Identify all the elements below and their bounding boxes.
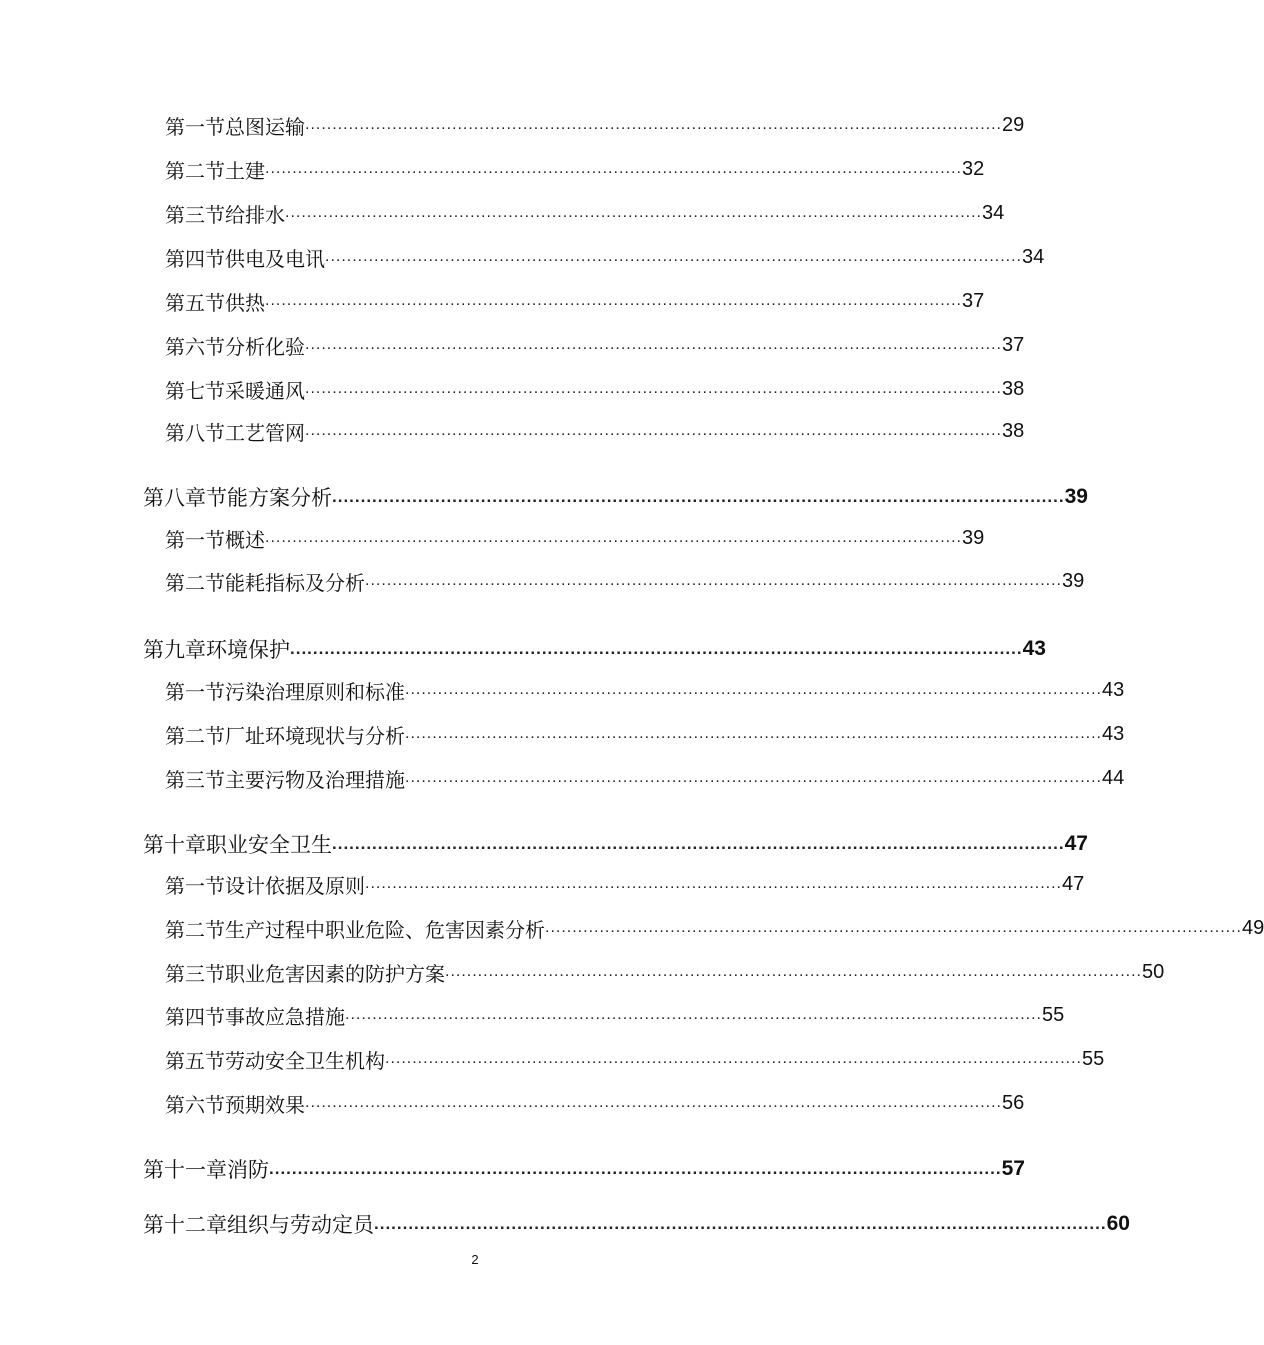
- toc-entry[interactable]: [165, 416, 1025, 446]
- toc-entry-page: 32: [962, 157, 985, 180]
- toc-entry-page: 44: [1102, 766, 1125, 789]
- toc-entry[interactable]: [165, 675, 1125, 705]
- toc-entry[interactable]: [165, 1000, 1065, 1030]
- toc-entry-label: 第八章: [143, 486, 206, 510]
- toc-entry[interactable]: [165, 763, 1125, 793]
- toc-entry-title: 总图运输: [225, 114, 305, 139]
- toc-entry[interactable]: [165, 913, 1264, 943]
- toc-entry-page: 39: [1064, 485, 1088, 508]
- toc-entry-title: 节能方案分析: [206, 486, 332, 510]
- toc-leader-dots: ................................................................................................................................: [345, 1006, 1042, 1023]
- toc-entry-title: 供热: [225, 290, 265, 315]
- toc-leader-dots: ................................................................................................................................: [265, 529, 962, 546]
- toc-entry-page: 34: [1022, 245, 1045, 268]
- toc-entry[interactable]: [165, 330, 1025, 360]
- toc-entry-label: 第四节: [165, 246, 225, 271]
- toc-entry-title: 消防: [227, 1158, 269, 1182]
- toc-chapter-entry[interactable]: [143, 1154, 1025, 1184]
- toc-entry-title: 生产过程中职业危险、危害因素分析: [225, 917, 545, 942]
- toc-entry-label: 第七节: [165, 378, 225, 403]
- toc-entry[interactable]: [165, 110, 1025, 140]
- toc-leader-dots: ................................................................................................................................: [305, 116, 1002, 133]
- toc-entry-title: 事故应急措施: [225, 1004, 345, 1029]
- toc-entry-title: 职业安全卫生: [206, 833, 332, 857]
- toc-entry-title: 分析化验: [225, 334, 305, 359]
- toc-entry[interactable]: [165, 869, 1085, 899]
- toc-leader-dots: ................................................................................................................................: [265, 160, 962, 177]
- toc-entry-title: 劳动安全卫生机构: [225, 1048, 385, 1073]
- toc-leader-dots: ................................................................................................................................: [285, 204, 982, 221]
- toc-entry-page: 29: [1002, 113, 1025, 136]
- toc-entry-title: 环境保护: [206, 638, 290, 662]
- toc-leader-dots: ................................................................................................................................: [405, 725, 1102, 742]
- toc-leader-dots: ................................................................................................................................: [545, 919, 1242, 936]
- toc-chapter-entry[interactable]: [143, 482, 1088, 512]
- toc-entry-page: 47: [1064, 832, 1088, 855]
- toc-entry-page: 43: [1102, 678, 1125, 701]
- toc-entry-title: 土建: [225, 158, 265, 183]
- toc-entry-page: 37: [962, 289, 985, 312]
- toc-entry-label: 第二节: [165, 570, 225, 595]
- toc-entry[interactable]: [165, 1088, 1025, 1118]
- toc-entry-label: 第三节: [165, 202, 225, 227]
- toc-entry[interactable]: [165, 1044, 1105, 1074]
- toc-entry-label: 第十一章: [143, 1158, 227, 1182]
- toc-leader-dots: ................................................................................................................................: [405, 769, 1102, 786]
- toc-entry-title: 污染治理原则和标准: [225, 679, 405, 704]
- toc-entry-page: 57: [1001, 1157, 1025, 1180]
- toc-entry-label: 第六节: [165, 1092, 225, 1117]
- toc-leader-dots: ................................................................................................................................: [374, 1214, 1107, 1233]
- toc-entry-page: 50: [1142, 960, 1165, 983]
- toc-entry-page: 49: [1242, 916, 1264, 939]
- toc-entry-label: 第三节: [165, 961, 225, 986]
- toc-entry[interactable]: [165, 374, 1025, 404]
- toc-entry-page: 43: [1102, 722, 1125, 745]
- toc-entry-page: 47: [1062, 872, 1085, 895]
- toc-chapter-entry[interactable]: [143, 1209, 1130, 1239]
- toc-chapter-entry[interactable]: [143, 634, 1046, 664]
- toc-entry-label: 第五节: [165, 290, 225, 315]
- toc-entry-title: 概述: [225, 527, 265, 552]
- toc-entry-label: 第十章: [143, 833, 206, 857]
- toc-entry-label: 第二节: [165, 158, 225, 183]
- toc-entry-title: 供电及电讯: [225, 246, 325, 271]
- toc-entry-label: 第三节: [165, 767, 225, 792]
- toc-entry-page: 34: [982, 201, 1005, 224]
- toc-leader-dots: ................................................................................................................................: [332, 487, 1065, 506]
- toc-entry-label: 第一节: [165, 679, 225, 704]
- toc-entry-label: 第六节: [165, 334, 225, 359]
- toc-entry-label: 第十二章: [143, 1213, 227, 1237]
- toc-entry-title: 能耗指标及分析: [225, 570, 365, 595]
- toc-entry-label: 第二节: [165, 917, 225, 942]
- toc-entry-label: 第四节: [165, 1004, 225, 1029]
- toc-entry[interactable]: [165, 719, 1125, 749]
- toc-entry[interactable]: [165, 286, 985, 316]
- page-number: 2: [471, 1252, 479, 1267]
- toc-entry-label: 第八节: [165, 420, 225, 445]
- toc-entry-title: 设计依据及原则: [225, 873, 365, 898]
- toc-leader-dots: ................................................................................................................................: [265, 292, 962, 309]
- toc-entry-page: 39: [962, 526, 985, 549]
- toc-entry-title: 工艺管网: [225, 420, 305, 445]
- toc-entry-title: 职业危害因素的防护方案: [225, 961, 445, 986]
- toc-leader-dots: ................................................................................................................................: [269, 1159, 1002, 1178]
- toc-entry-page: 38: [1002, 377, 1025, 400]
- toc-leader-dots: ................................................................................................................................: [332, 834, 1065, 853]
- toc-entry-title: 主要污物及治理措施: [225, 767, 405, 792]
- toc-entry[interactable]: [165, 198, 1005, 228]
- toc-entry-label: 第九章: [143, 638, 206, 662]
- toc-leader-dots: ................................................................................................................................: [385, 1050, 1082, 1067]
- toc-chapter-entry[interactable]: [143, 829, 1088, 859]
- toc-entry[interactable]: [165, 242, 1045, 272]
- toc-leader-dots: ................................................................................................................................: [290, 639, 1023, 658]
- toc-entry-title: 组织与劳动定员: [227, 1213, 374, 1237]
- toc-entry-page: 55: [1082, 1047, 1105, 1070]
- toc-entry-page: 43: [1022, 637, 1046, 660]
- toc-entry-title: 厂址环境现状与分析: [225, 723, 405, 748]
- toc-entry-title: 给排水: [225, 202, 285, 227]
- toc-entry[interactable]: [165, 154, 985, 184]
- toc-entry-label: 第一节: [165, 873, 225, 898]
- toc-entry-label: 第一节: [165, 114, 225, 139]
- toc-leader-dots: ................................................................................................................................: [325, 248, 1022, 265]
- toc-entry-title: 预期效果: [225, 1092, 305, 1117]
- toc-entry-page: 55: [1042, 1003, 1065, 1026]
- toc-entry-page: 38: [1002, 419, 1025, 442]
- toc-entry[interactable]: [165, 957, 1165, 987]
- toc-leader-dots: ................................................................................................................................: [405, 681, 1102, 698]
- toc-entry-label: 第五节: [165, 1048, 225, 1073]
- toc-leader-dots: ................................................................................................................................: [365, 572, 1062, 589]
- toc-entry[interactable]: [165, 566, 1085, 596]
- toc-entry-label: 第一节: [165, 527, 225, 552]
- toc-entry-page: 37: [1002, 333, 1025, 356]
- toc-leader-dots: ................................................................................................................................: [305, 422, 1002, 439]
- toc-entry-label: 第二节: [165, 723, 225, 748]
- toc-entry-page: 56: [1002, 1091, 1025, 1114]
- toc-leader-dots: ................................................................................................................................: [305, 336, 1002, 353]
- toc-leader-dots: ................................................................................................................................: [305, 380, 1002, 397]
- toc-entry[interactable]: [165, 523, 985, 553]
- toc-entry-page: 39: [1062, 569, 1085, 592]
- toc-leader-dots: ................................................................................................................................: [445, 963, 1142, 980]
- toc-leader-dots: ................................................................................................................................: [305, 1094, 1002, 1111]
- toc-leader-dots: ................................................................................................................................: [365, 875, 1062, 892]
- toc-entry-title: 采暖通风: [225, 378, 305, 403]
- toc-entry-page: 60: [1106, 1212, 1130, 1235]
